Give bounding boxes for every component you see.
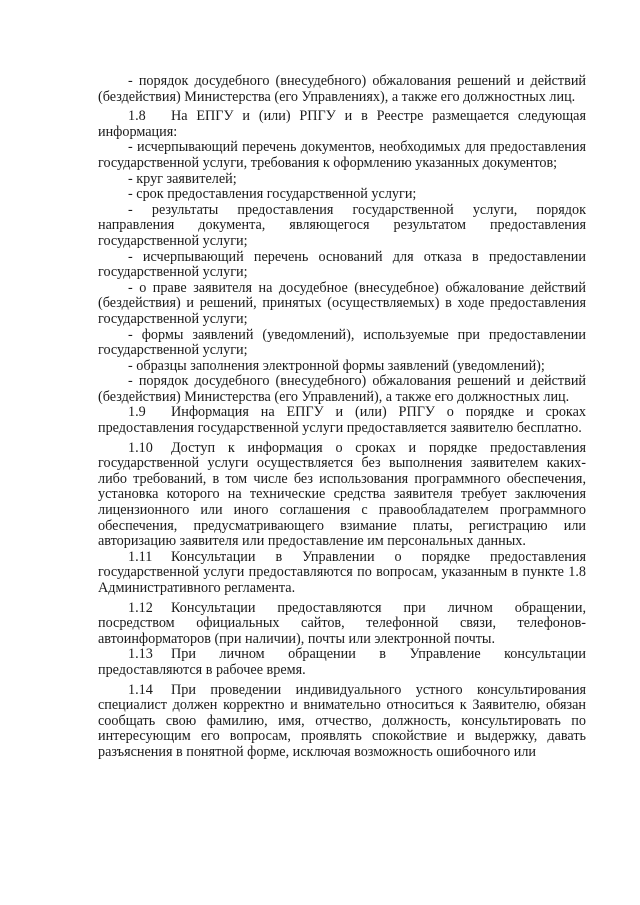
paragraph-text: - круг заявителей; [128, 170, 237, 187]
clause-number: 1.8 [128, 108, 146, 125]
bullet-refusal-grounds [98, 250, 586, 281]
clause-1-10 [98, 441, 586, 550]
clause-number: 1.11 [128, 548, 153, 565]
paragraph-text: - исчерпывающий перечень документов, необходимых для предоставления государственной услуги, требования к оформлению указанных документов; [98, 139, 586, 171]
paragraph-text: - порядок досудебного (внесудебного) обжалования решений и действий (бездействия) Министерства (его Управлениях), а также его должностных лиц. [98, 73, 586, 105]
clause-1-12 [98, 601, 586, 648]
bullet-service-results [98, 203, 586, 250]
clause-1-14 [98, 683, 586, 761]
paragraph-text: При личном обращении в Управление консультации предоставляются в рабочее время. [98, 646, 586, 678]
paragraph-text: Доступ к информация о сроках и порядке предоставления государственной услуги осуществляется без выполнения заявителем каких-либо требований, в том числе без использования программного обеспечения, установка которого на технические средства заявителя требует заключения лицензионного или иного соглашения с правообладателем программного обеспечения, предусматривающего взимание платы, регистрацию или авторизацию заявителя или предоставление им персональных данных. [98, 439, 586, 550]
document-body [98, 74, 586, 761]
bullet-documents-list [98, 140, 586, 171]
paragraph-text: При проведении индивидуального устного консультирования специалист должен корректно и внимательно относиться к Заявителю, обязан сообщать свою фамилию, имя, отчество, должность, консультировать по интересующим его вопросам, проявлять спокойствие и выдержку, давать разъяснения в понятной форме, исключая возможность ошибочного или [98, 681, 586, 760]
paragraph-text: - исчерпывающий перечень оснований для отказа в предоставлении государственной услуги; [98, 248, 586, 281]
clause-1-11 [98, 550, 586, 597]
clause-number: 1.13 [128, 646, 153, 663]
paragraph-text: - о праве заявителя на досудебное (внесудебное) обжалование действий (бездействия) и решений, принятых (осуществляемых) в ходе предоставления государственной услуги; [98, 279, 586, 327]
paragraph-text: - результаты предоставления государственной услуги, порядок направления документа, являющегося результатом предоставления государственной услуги; [98, 201, 586, 249]
clause-1-13 [98, 647, 586, 678]
bullet-applicants [98, 172, 586, 188]
bullet-appeal-procedure-2 [98, 374, 586, 405]
bullet-appeal-right [98, 281, 586, 328]
clause-1-8 [98, 109, 586, 140]
bullet-application-forms [98, 328, 586, 359]
clause-1-9 [98, 405, 586, 436]
clause-number: 1.14 [128, 681, 153, 698]
paragraph-text: - образцы заполнения электронной формы заявлений (уведомлений); [128, 357, 545, 374]
bullet-form-samples [98, 359, 586, 375]
paragraph-text: Информация на ЕПГУ и (или) РПГУ о порядке и сроках предоставления государственной услуги предоставляется заявителю бесплатно. [98, 404, 586, 437]
paragraph-text: - формы заявлений (уведомлений), используемые при предоставлении государственной услуги; [98, 326, 586, 359]
paragraph-text: - срок предоставления государственной услуги; [128, 186, 417, 203]
clause-number: 1.9 [128, 404, 146, 421]
paragraph-text: На ЕПГУ и (или) РПГУ и в Реестре размещается следующая информация: [98, 108, 586, 140]
clause-number: 1.12 [128, 599, 153, 616]
paragraph-text: Консультации в Управлении о порядке предоставления государственной услуги предоставляются по вопросам, указанным в пункте 1.8 Административного регламента. [98, 548, 586, 596]
bullet-appeal-procedure [98, 74, 586, 105]
paragraph-text: Консультации предоставляются при личном обращении, посредством официальных сайтов, телефонной связи, телефонов-автоинформаторов (при наличии), почты или электронной почты. [98, 599, 586, 647]
clause-number: 1.10 [128, 439, 153, 456]
bullet-service-term [98, 187, 586, 203]
paragraph-text: - порядок досудебного (внесудебного) обжалования решений и действий (бездействия) Министерства (его Управлений), а также его должностных лиц. [98, 373, 586, 405]
